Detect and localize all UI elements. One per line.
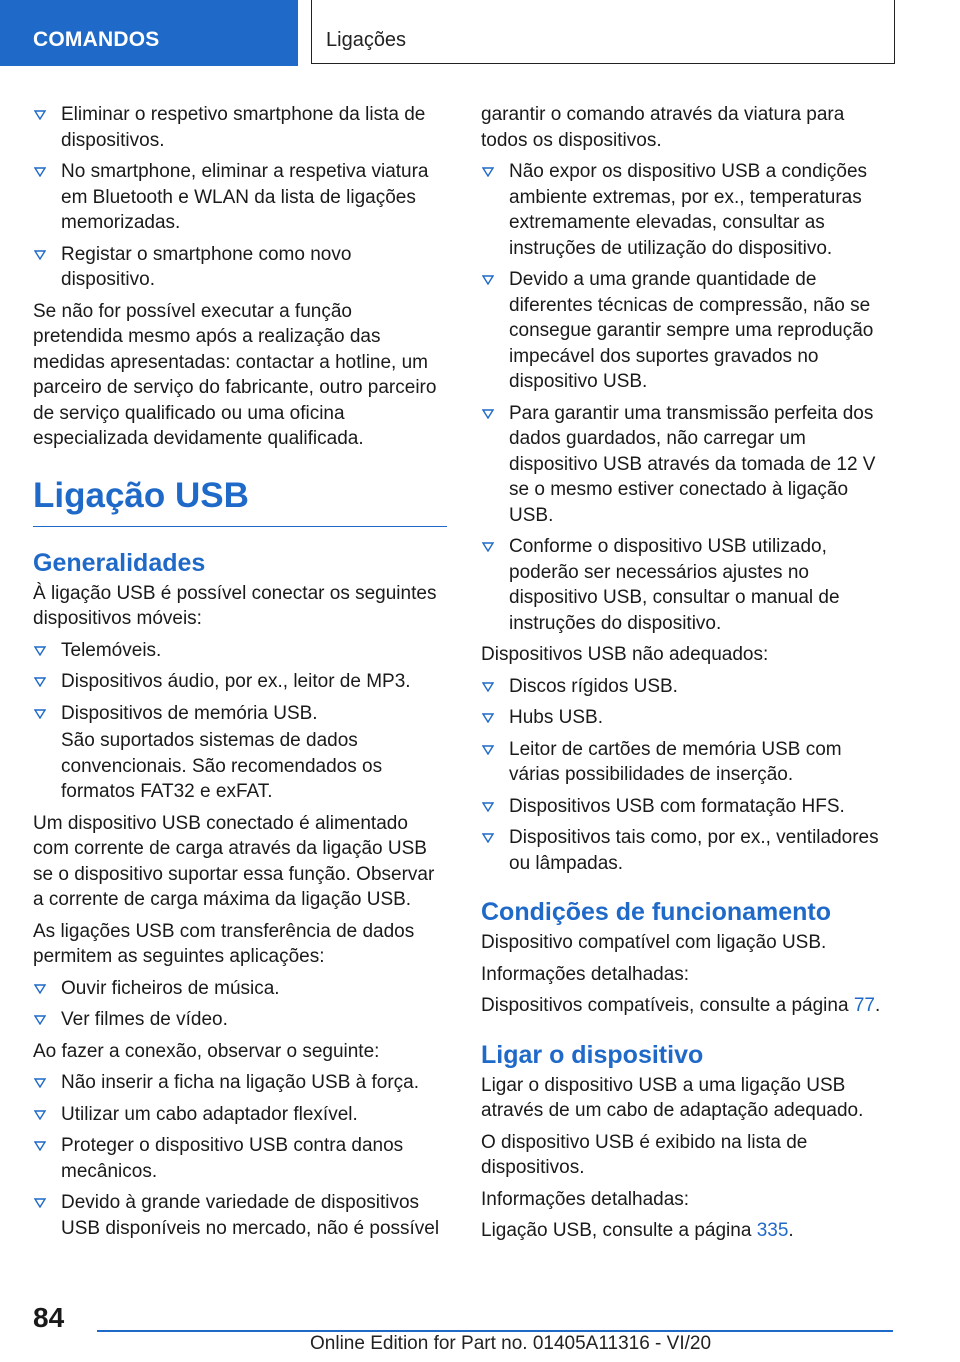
- section-title: COMANDOS: [33, 28, 160, 51]
- list-item: Registar o smartphone como novo dispositivo.: [33, 242, 447, 293]
- paragraph: Ao fazer a conexão, observar o seguinte:: [33, 1040, 380, 1062]
- topic-title: Ligações: [326, 29, 407, 51]
- section-heading: Ligação USB: [33, 474, 447, 527]
- bullet-triangle-icon: [482, 745, 494, 755]
- bullet-list: [33, 1070, 447, 1241]
- bullet-triangle-icon: [34, 250, 46, 260]
- subsection-heading: Ligar o dispositivo: [481, 1040, 704, 1069]
- edition-footer: Online Edition for Part no. 01405A11316 - VI/20: [310, 1333, 712, 1354]
- footer-divider: [97, 1330, 893, 1332]
- bullet-list: [481, 674, 895, 877]
- bullet-list: [33, 638, 447, 805]
- paragraph: O dispositivo USB é exibido na lista de dispositivos.: [481, 1131, 808, 1178]
- page-header: [0, 0, 960, 66]
- list-item: Devido a uma grande quantidade de diferentes técnicas de compressão, não se consegue garantir sempre uma reprodução impecável dos suportes gravados no dispositivo USB.: [481, 267, 895, 395]
- bullet-triangle-icon: [34, 110, 46, 120]
- bullet-triangle-icon: [34, 1015, 46, 1025]
- bullet-triangle-icon: [482, 167, 494, 177]
- bullet-triangle-icon: [34, 167, 46, 177]
- bullet-triangle-icon: [482, 542, 494, 552]
- list-item: Telemóveis.: [33, 638, 447, 664]
- bullet-triangle-icon: [34, 1198, 46, 1208]
- paragraph: Informações detalhadas:: [481, 1188, 690, 1210]
- list-item: Proteger o dispositivo USB contra danos mecânicos.: [33, 1133, 447, 1184]
- list-item: No smartphone, eliminar a respetiva viatura em Bluetooth e WLAN da lista de ligações memorizadas.: [33, 159, 447, 236]
- list-item: Conforme o dispositivo USB utilizado, poderão ser necessários ajustes no dispositivo USB, consultar o manual de instruções do dispositivo.: [481, 534, 895, 636]
- list-item: Devido à grande variedade de dispositivos USB disponíveis no mercado, não é possível: [33, 1190, 447, 1241]
- right-column: [481, 102, 895, 1250]
- bullet-triangle-icon: [482, 802, 494, 812]
- page-link[interactable]: 335: [756, 1220, 789, 1241]
- list-item: Para garantir uma transmissão perfeita dos dados guardados, não carregar um dispositivo USB através da tomada de 12 V se o mesmo estiver conectado à ligação USB.: [481, 401, 895, 529]
- bullet-triangle-icon: [482, 682, 494, 692]
- bullet-list: [481, 159, 895, 636]
- bullet-triangle-icon: [482, 275, 494, 285]
- bullet-triangle-icon: [34, 1078, 46, 1088]
- bullet-triangle-icon: [34, 677, 46, 687]
- subsection-heading: Condições de funcionamento: [481, 898, 832, 926]
- bullet-triangle-icon: [34, 1110, 46, 1120]
- bullet-list: [33, 102, 447, 293]
- page-number: 84: [33, 1302, 65, 1333]
- cross-reference: Ligação USB, consulte a página 335.: [481, 1220, 794, 1241]
- left-column: [33, 102, 447, 1247]
- list-item-note: São suportados sistemas de dados convencionais. São recomendados os formatos FAT32 e exFAT.: [61, 730, 383, 802]
- list-item: Dispositivos de memória USB. São suportados sistemas de dados convencionais. São recomendados os formatos FAT32 e exFAT.: [33, 701, 447, 805]
- bullet-triangle-icon: [34, 1141, 46, 1151]
- bullet-triangle-icon: [34, 984, 46, 994]
- cross-reference: Dispositivos compatíveis, consulte a página 77.: [481, 995, 881, 1016]
- paragraph: Se não for possível executar a função pretendida mesmo após a realização das medidas apresentadas: contactar a hotline, um parceiro de serviço do fabricante, outro parceiro de serviço qualificado ou uma oficina especializada devidamente qualificada.: [33, 300, 437, 449]
- list-item: Utilizar um cabo adaptador flexível.: [33, 1102, 447, 1128]
- paragraph: As ligações USB com transferência de dados permitem as seguintes aplicações:: [33, 920, 415, 967]
- list-item: Ouvir ficheiros de música.: [33, 976, 447, 1002]
- section-tab: [0, 0, 298, 66]
- topic-tab: [311, 0, 895, 64]
- list-item: Ver filmes de vídeo.: [33, 1007, 447, 1033]
- paragraph: Dispositivo compatível com ligação USB.: [481, 932, 827, 953]
- list-item-continuation: garantir o comando através da viatura para todos os dispositivos.: [481, 104, 845, 151]
- list-item: Dispositivos áudio, por ex., leitor de MP3.: [33, 669, 447, 695]
- bullet-triangle-icon: [482, 713, 494, 723]
- list-item: Hubs USB.: [481, 705, 895, 731]
- bullet-triangle-icon: [482, 833, 494, 843]
- bullet-triangle-icon: [482, 409, 494, 419]
- list-item: Dispositivos USB com formatação HFS.: [481, 794, 895, 820]
- bullet-triangle-icon: [34, 646, 46, 656]
- paragraph: Um dispositivo USB conectado é alimentado com corrente de carga através da ligação USB se o dispositivo suportar essa função. Observar a corrente de carga máxima da ligação USB.: [33, 812, 435, 910]
- paragraph: À ligação USB é possível conectar os seguintes dispositivos móveis:: [33, 582, 437, 629]
- list-item: Dispositivos tais como, por ex., ventiladores ou lâmpadas.: [481, 825, 895, 876]
- subsection-heading: Generalidades: [33, 548, 206, 577]
- list-item: Não inserir a ficha na ligação USB à força.: [33, 1070, 447, 1096]
- paragraph: Dispositivos USB não adequados:: [481, 644, 769, 665]
- bullet-triangle-icon: [34, 709, 46, 719]
- list-item: Discos rígidos USB.: [481, 674, 895, 700]
- list-item: Não expor os dispositivo USB a condições ambiente extremas, por ex., temperaturas extremamente elevadas, consultar as instruções de utilização do dispositivo.: [481, 159, 895, 261]
- page-link[interactable]: 77: [853, 995, 875, 1016]
- paragraph: Ligar o dispositivo USB a uma ligação USB através de um cabo de adaptação adequado.: [481, 1074, 864, 1121]
- list-item: Eliminar o respetivo smartphone da lista de dispositivos.: [33, 102, 447, 153]
- list-item: Leitor de cartões de memória USB com várias possibilidades de inserção.: [481, 737, 895, 788]
- paragraph: Informações detalhadas:: [481, 963, 690, 985]
- bullet-list: [33, 976, 447, 1033]
